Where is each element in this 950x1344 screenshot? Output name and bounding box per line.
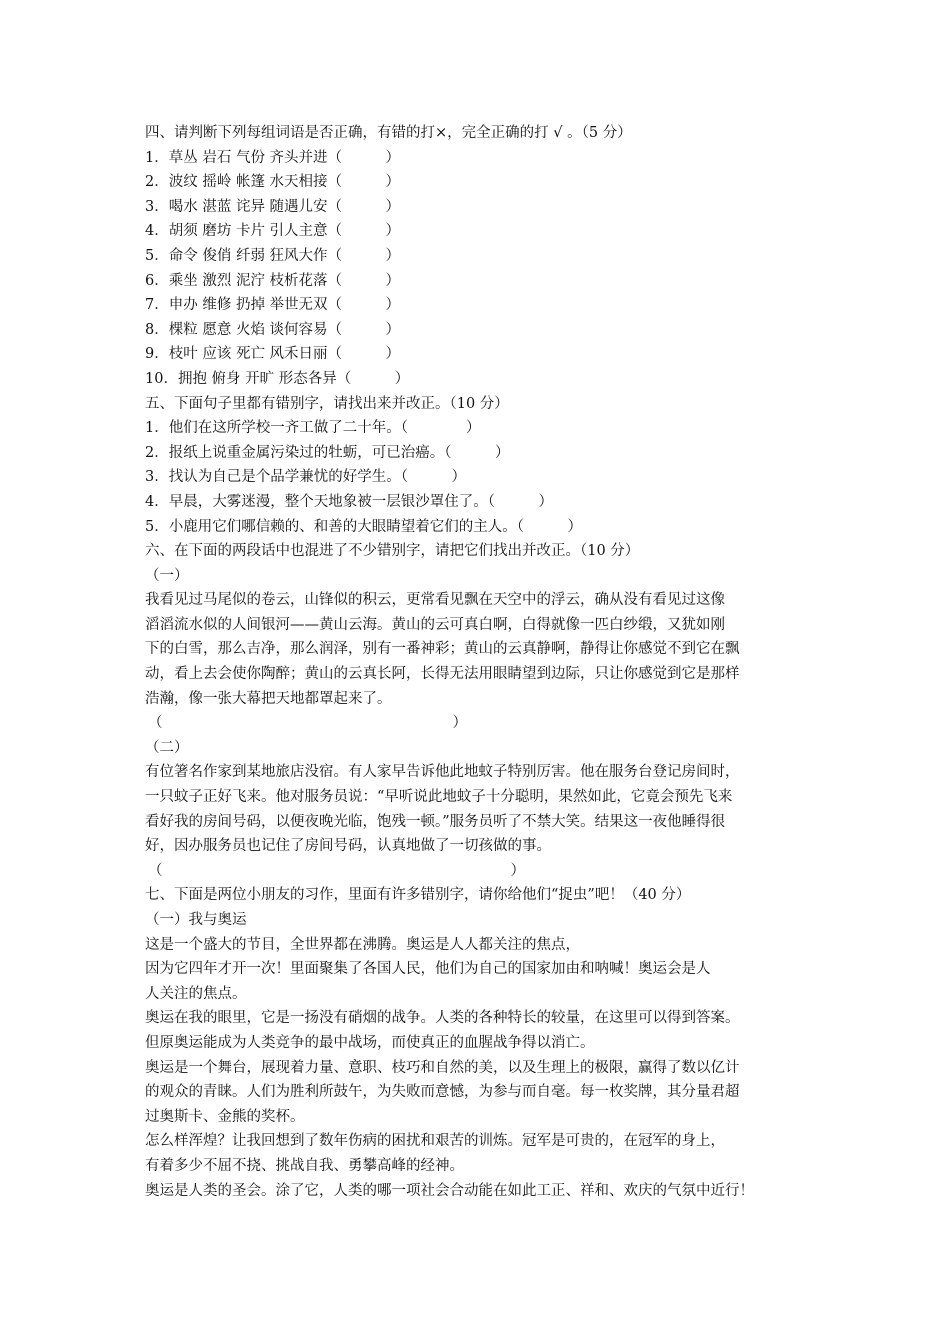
essay-line: 因为它四年才开一次！里面聚集了各国人民，他们为自己的国家加由和呐喊！奥运会是人 [145, 961, 711, 978]
essay-line: 有着多少不屈不挠、挑战自我、勇攀高峰的经神。 [145, 1157, 464, 1174]
essay-line: 奥运是一个舞台，展现着力量、意职、枝巧和自然的美，以及生理上的极限，赢得了数以亿计 [145, 1059, 740, 1076]
section-6-part-2-paragraph [145, 760, 825, 858]
section-4-item: 7．申办 维修 扔掉 举世无双（ ） [145, 297, 401, 314]
essay-line: 奥运是人类的圣会。涂了它，人类的哪一项社会合动能在如此工正、祥和、欢庆的气氛中近行！ [145, 1182, 754, 1199]
section-7-title: 七、下面是两位小朋友的习作，里面有许多错别字，请你给他们“捉虫”吧！（40 分） [145, 887, 691, 904]
essay-line: 但原奥运能成为人类竞争的最中战场，而使真正的血腥战争得以消亡。 [145, 1034, 595, 1051]
paragraph-line: 我看见过马尾似的卷云，山锋似的积云，更常看见飘在天空中的浮云，确从没有看见过这像 [145, 592, 725, 609]
section-4-title: 四、请判断下列每组词语是否正确，有错的打×，完全正确的打 √ 。（5 分） [145, 125, 632, 141]
document-page [145, 121, 825, 1203]
section-6-part-2-label: （二） [145, 739, 189, 756]
section-5-items [145, 416, 825, 539]
section-5-item: 3．找认为自己是个品学兼忧的好学生。（ ） [145, 469, 466, 486]
paragraph-line: 滔滔流水似的人间银河——黄山云海。黄山的云可真白啊，白得就像一匹白纱缎，又犹如刚 [145, 616, 725, 633]
section-6-part-1-label: （一） [145, 567, 189, 584]
section-4-item: 9．枝叶 应该 死亡 风禾日丽（ ） [145, 346, 401, 363]
paragraph-line: 看好我的房间号码，以便夜晚光临，饱残一顿。”服务员听了不禁大笑。结果这一夜他睡得很 [145, 813, 726, 830]
section-7-part-1-label: （一）我与奥运 [145, 912, 247, 928]
section-7-part-1-essay [145, 933, 825, 1204]
section-4-item: 4．胡须 磨坊 卡片 引人主意（ ） [145, 223, 401, 240]
section-5-item: 4．早晨，大雾迷漫，整个天地象被一层银沙罩住了。（ ） [145, 493, 553, 510]
section-4-item: 10．拥抱 俯身 开旷 形态各异（ ） [145, 370, 410, 387]
section-6-part-1-paragraph [145, 588, 825, 711]
essay-line: 过奥斯卡、金熊的奖杯。 [145, 1108, 305, 1125]
paragraph-line: 一只蚊子正好飞来。他对服务员说：“早听说此地蚊子十分聪明，果然如此，它竟会预先飞来 [145, 789, 733, 806]
section-6-title: 六、在下面的两段话中也混进了不少错别字，请把它们找出并改正。（10 分） [145, 543, 640, 560]
section-5-title: 五、下面句子里都有错别字，请找出来并改正。（10 分） [145, 395, 509, 412]
section-4-item: 1．草丛 岩石 气份 齐头并进（ ） [145, 149, 401, 166]
section-5-item: 1．他们在这所学校一齐工做了二十年。（ ） [145, 420, 481, 437]
essay-line: 奥运在我的眼里，它是一扬没有硝烟的战争。人类的各种特长的较量，在这里可以得到答案。 [145, 1010, 740, 1027]
paragraph-line: 动，看上去会使你陶醉；黄山的云真长阿，长得无法用眼睛望到边际，只让你感觉到它是那样 [145, 666, 740, 683]
section-4-item: 8．棵粒 愿意 火焰 谈何容易（ ） [145, 321, 401, 338]
section-6-part-1-answer-blank: （ ） [148, 715, 467, 732]
essay-line: 人关注的焦点。 [145, 985, 247, 1002]
essay-line: 怎么样浑煌？让我回想到了数年伤病的困扰和艰苦的训炼。冠军是可贵的，在冠军的身上， [145, 1133, 725, 1150]
section-4-item: 5．命令 俊俏 纤弱 狂风大作（ ） [145, 247, 401, 264]
section-4-item: 6．乘坐 激烈 泥泞 枝析花落（ ） [145, 272, 401, 289]
section-5-item: 5．小鹿用它们哪信赖的、和善的大眼睛望着它们的主人。（ ） [145, 518, 582, 535]
paragraph-line: 有位箸名作家到某地旅店没宿。有人家早告诉他此地蚊子特别厉害。他在服务台登记房间时， [145, 764, 740, 781]
paragraph-line: 好，因办服务员也记住了房间号码，认真地做了一切孩做的事。 [145, 838, 551, 855]
essay-line: 的观众的青睐。人们为胜利所鼓午，为失败而意憾，为参与而自毫。每一枚奖牌，其分量君超 [145, 1084, 740, 1101]
section-4-item: 3．喝水 湛蓝 诧异 随遇儿安（ ） [145, 198, 401, 215]
essay-line: 这是一个盛大的节目，全世界都在沸腾。奥运是人人都关注的焦点， [145, 936, 580, 953]
paragraph-line: 下的白雪，那么吉净，那么润泽，别有一番神彩；黄山的云真静啊，静得让你感觉不到它在飘 [145, 641, 740, 658]
section-6-part-2-answer-blank: （ ） [148, 862, 525, 879]
paragraph-line: 浩瀚，像一张大幕把天地都罩起来了。 [145, 690, 392, 707]
section-4-items [145, 146, 825, 392]
section-4-item: 2．波纹 摇岭 帐篷 水天相接（ ） [145, 174, 401, 191]
section-5-item: 2．报纸上说重金属污染过的牡蛎，可已治癌。（ ） [145, 444, 510, 461]
